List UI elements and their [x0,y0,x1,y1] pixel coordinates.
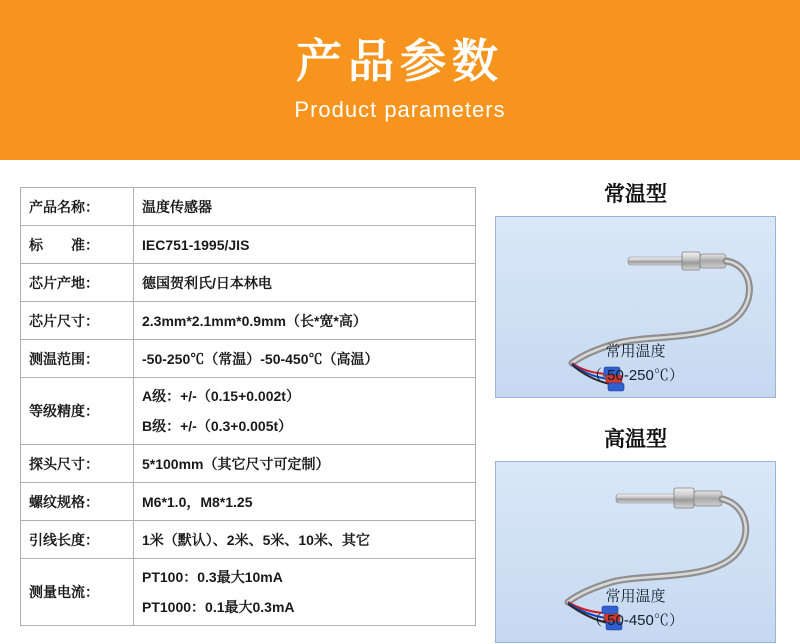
panel-caption-line1: 常用温度 [605,343,666,360]
header-banner [0,0,800,160]
table-row [21,188,476,226]
table-row [21,521,476,559]
row-label: 标 准： [21,226,134,264]
page-title: 产品参数 [296,35,504,87]
row-label: 测量电流： [21,559,134,626]
panel-title: 高温型 [604,428,667,451]
panel-caption-line2: （-50-250℃） [587,367,684,384]
table-row [21,445,476,483]
table-row [21,559,476,626]
product-panel-normal [495,180,776,398]
table-row [21,226,476,264]
row-value: 1米（默认）、2米、5米、10米、其它 [134,521,476,559]
table-row [21,340,476,378]
row-label: 螺纹规格： [21,483,134,521]
table-row [21,302,476,340]
product-image-normal [495,216,776,398]
row-value [134,559,476,626]
row-value-line2: B级：+/-（0.3+0.005t） [142,418,293,434]
row-label: 芯片尺寸： [21,302,134,340]
product-panel-high [495,425,776,643]
table-row [21,264,476,302]
row-label: 探头尺寸： [21,445,134,483]
row-value: 5*100mm（其它尺寸可定制） [134,445,476,483]
product-image-high [495,461,776,643]
row-value-line1: A级：+/-（0.15+0.002t） [142,388,300,404]
row-value-line1: PT100：0.3最大10mA [142,569,283,585]
panel-caption-line2: （-50-450℃） [587,612,684,629]
row-value [134,378,476,445]
row-value: 温度传感器 [134,188,476,226]
row-value: 2.3mm*2.1mm*0.9mm（长*宽*高） [134,302,476,340]
row-value: M6*1.0，M8*1.25 [134,483,476,521]
spec-table [20,187,476,626]
row-label: 等级精度： [21,378,134,445]
row-value-line2: PT1000：0.1最大0.3mA [142,599,295,615]
panel-title: 常温型 [604,183,667,206]
table-row [21,378,476,445]
panel-caption-line1: 常用温度 [605,588,666,605]
row-label: 引线长度： [21,521,134,559]
row-label: 产品名称： [21,188,134,226]
row-label: 芯片产地： [21,264,134,302]
row-value: IEC751-1995/JIS [134,226,476,264]
row-label: 测温范围： [21,340,134,378]
table-row [21,483,476,521]
row-value: -50-250℃（常温）-50-450℃（高温） [134,340,476,378]
page-subtitle: Product parameters [294,97,506,122]
row-value: 德国贺利氏/日本林电 [134,264,476,302]
